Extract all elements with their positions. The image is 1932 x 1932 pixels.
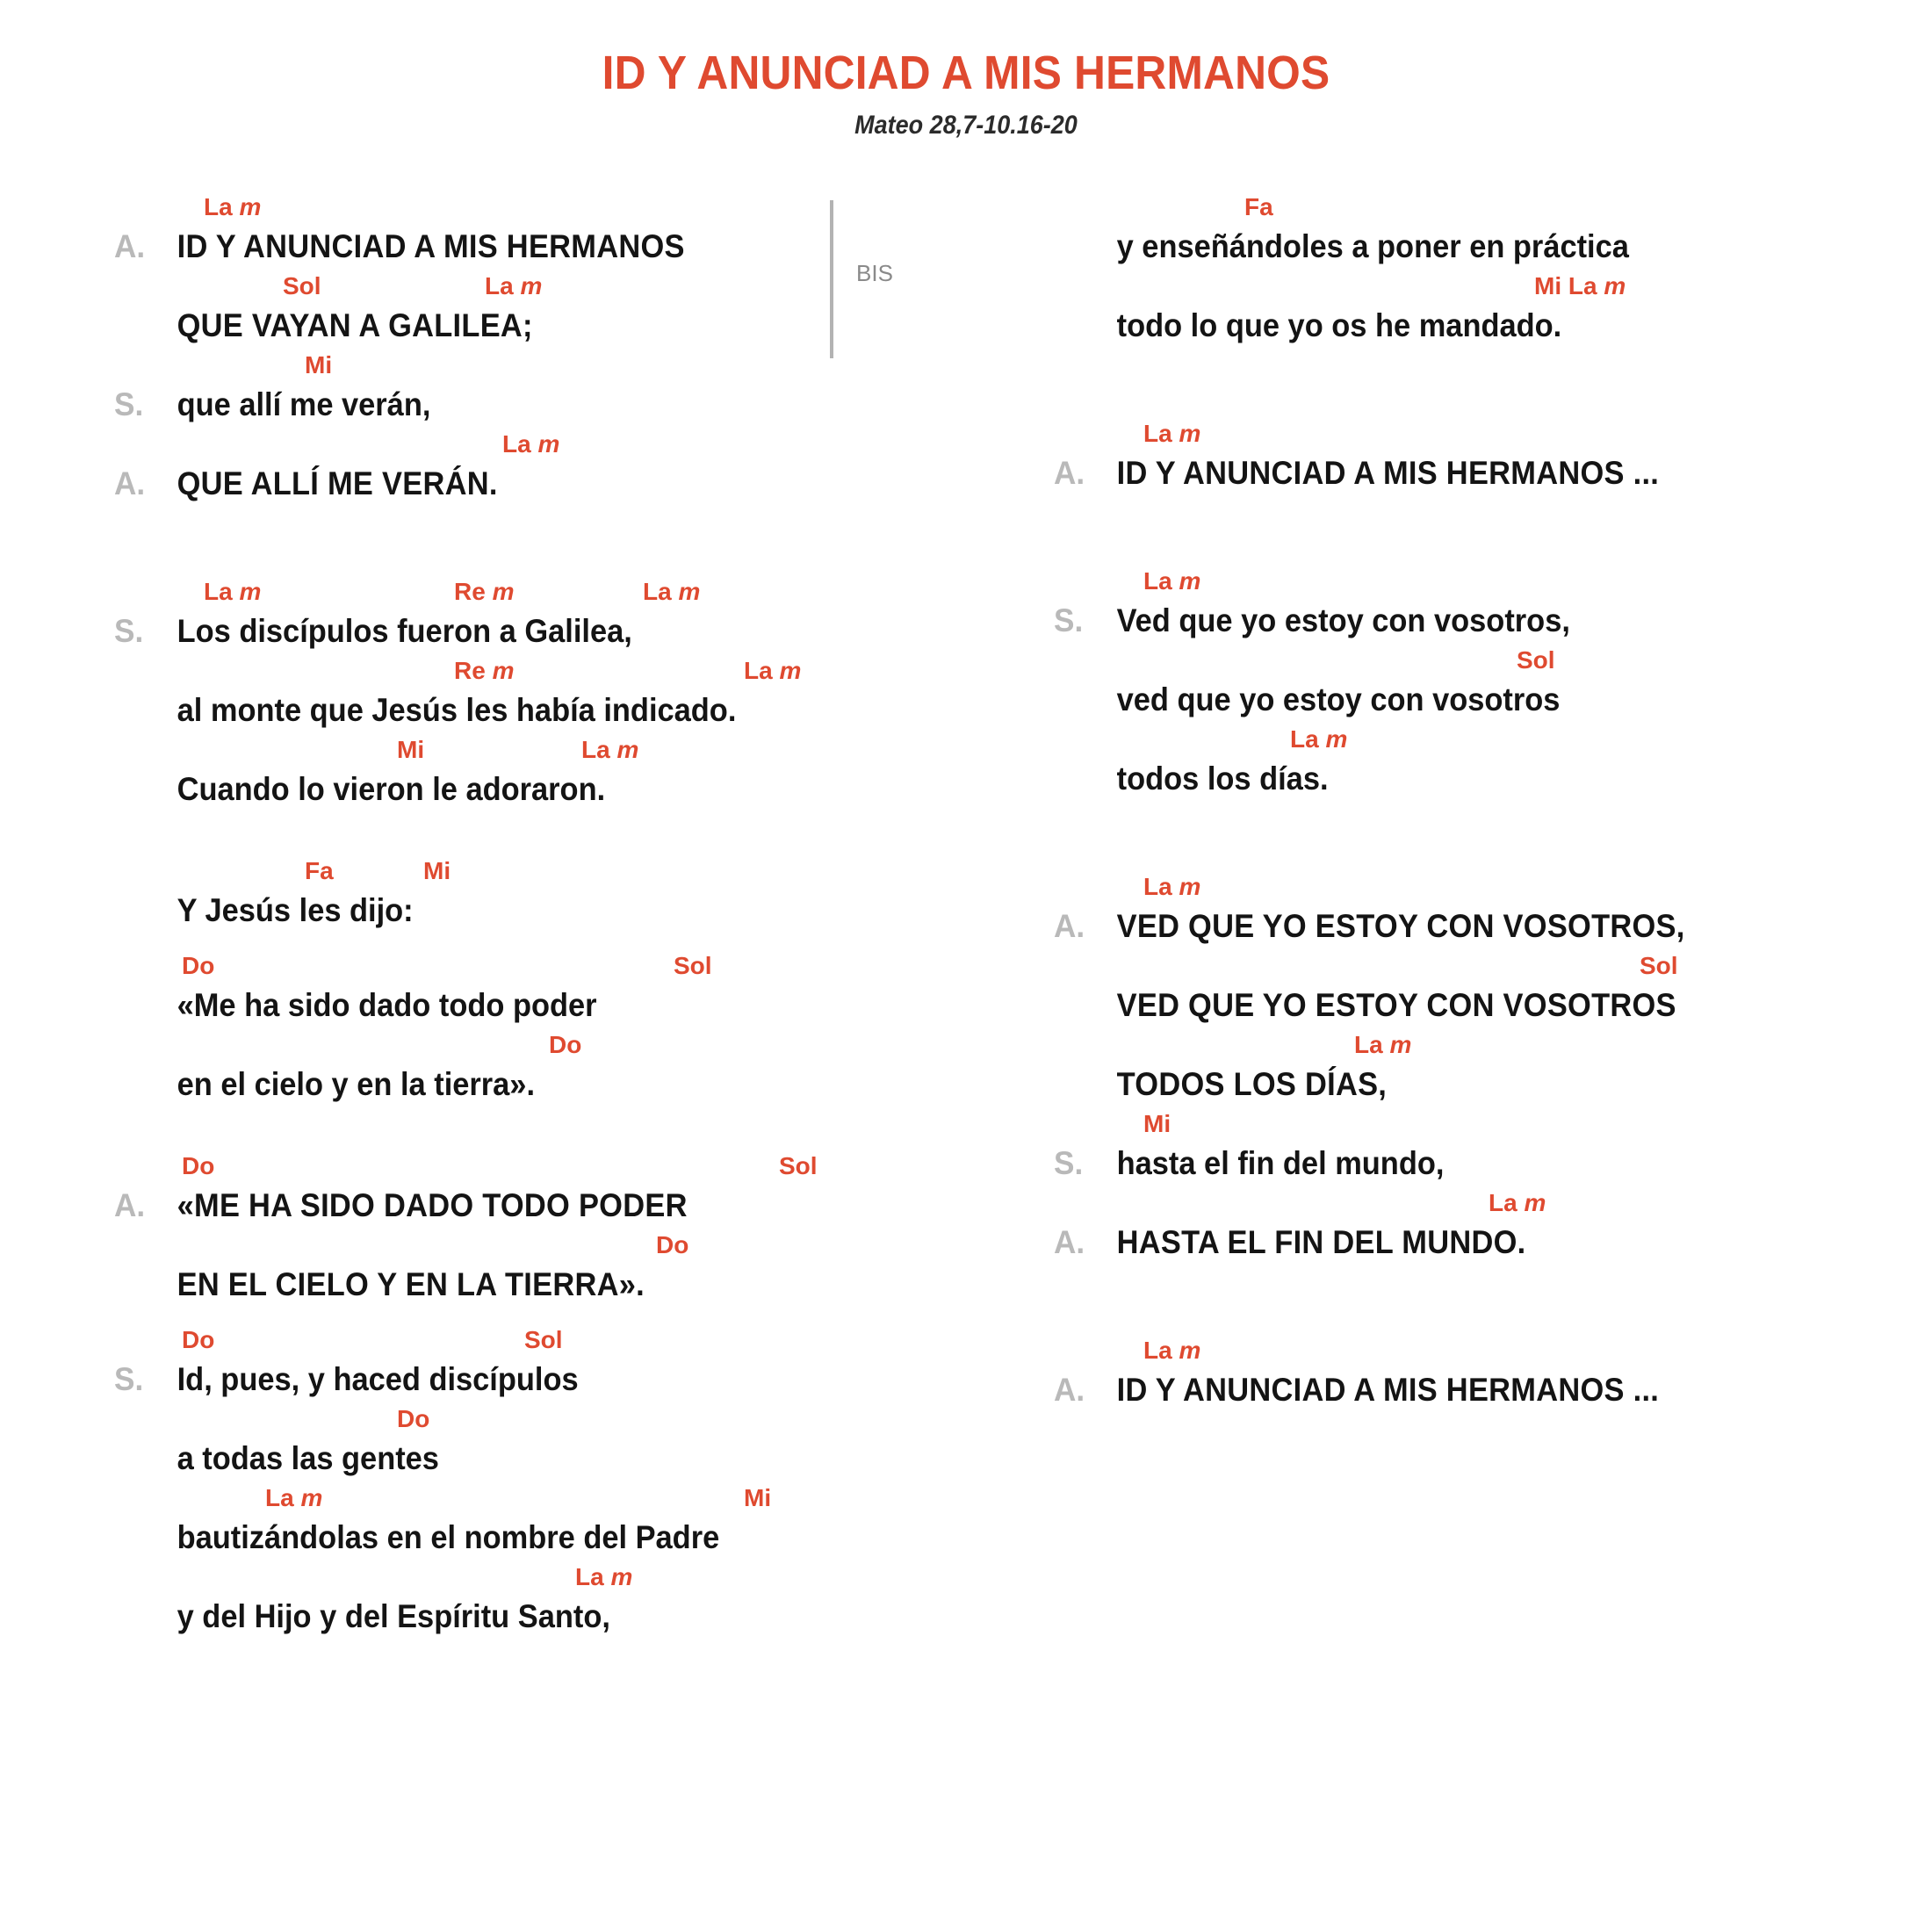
chord-label: La m xyxy=(502,429,560,458)
stanza xyxy=(114,191,1001,508)
chord-label: Mi xyxy=(397,735,425,763)
chord-label: Re m xyxy=(454,656,515,684)
lyric-text: ID Y ANUNCIAD A MIS HERMANOS ... xyxy=(1116,1371,1660,1408)
chord-row xyxy=(1121,270,1932,302)
chord-label: La m xyxy=(575,1562,633,1590)
chord-row xyxy=(182,655,1001,687)
chord-minor-suffix: m xyxy=(603,1562,633,1590)
chord-row xyxy=(182,270,1001,302)
lyric-text: ID Y ANUNCIAD A MIS HERMANOS ... xyxy=(1116,454,1660,491)
assembly-marker: A. xyxy=(1054,454,1085,491)
lyric-text-row xyxy=(114,887,939,934)
soloist-marker: S. xyxy=(1054,602,1084,638)
chord-label: Sol xyxy=(524,1325,563,1353)
lyric-text: EN EL CIELO Y EN LA TIERRA». xyxy=(177,1265,645,1302)
stanza-gap xyxy=(114,1308,1001,1324)
lyric-text-row xyxy=(114,608,939,655)
lyric-text: ved que yo estoy con vosotros xyxy=(1116,681,1561,717)
chord-minor-suffix: m xyxy=(232,192,262,220)
lyric-text: «Me ha sido dado todo poder xyxy=(177,986,597,1023)
chord-row xyxy=(182,1561,1001,1593)
stanza xyxy=(1054,566,1932,803)
lyric-line xyxy=(1054,982,1932,1029)
lyric-line xyxy=(1054,676,1932,724)
chord-minor-suffix: m xyxy=(671,577,701,605)
lyric-text: ID Y ANUNCIAD A MIS HERMANOS xyxy=(177,227,685,264)
chord-label: Mi xyxy=(423,856,451,884)
chord-minor-suffix: m xyxy=(1171,419,1201,447)
lyric-text-row xyxy=(114,1182,939,1229)
stanza xyxy=(114,950,1001,1108)
chord-minor-suffix: m xyxy=(485,656,515,684)
lyric-text-row xyxy=(1054,302,1871,350)
lyric-text-row xyxy=(114,223,939,270)
chord-label: Sol xyxy=(1640,951,1678,979)
lyric-line xyxy=(114,381,1001,429)
lyric-line xyxy=(1054,597,1932,645)
stanza-gap xyxy=(114,1108,1001,1150)
chord-row xyxy=(1121,1187,1932,1219)
chord-label: Mi La m xyxy=(1534,271,1626,299)
chord-label: La m xyxy=(1354,1030,1412,1058)
assembly-marker: A. xyxy=(114,465,146,501)
chord-label: La m xyxy=(581,735,639,763)
lyric-line xyxy=(1054,450,1932,497)
stanza xyxy=(1054,418,1932,497)
lyric-text: hasta el fin del mundo, xyxy=(1116,1144,1445,1181)
stanza xyxy=(1054,871,1932,1266)
chord-label: Do xyxy=(182,1325,215,1353)
chord-row xyxy=(182,734,1001,766)
stanza xyxy=(114,576,1001,813)
lyric-text: Y Jesús les dijo: xyxy=(177,891,414,928)
lyric-text: Ved que yo estoy con vosotros, xyxy=(1116,602,1570,638)
lyric-line xyxy=(114,1261,1001,1308)
stanza-gap xyxy=(1054,350,1932,418)
chord-row xyxy=(182,1029,1001,1061)
lyric-text-row xyxy=(114,381,939,429)
chord-minor-suffix: m xyxy=(1597,271,1626,299)
chord-row xyxy=(1121,645,1932,676)
lyric-text-row xyxy=(1054,903,1871,950)
chord-minor-suffix: m xyxy=(232,577,262,605)
chord-label: La m xyxy=(1143,1336,1201,1364)
chord-label: La m xyxy=(643,577,701,605)
lyric-line xyxy=(114,1182,1001,1229)
chord-row xyxy=(1121,724,1932,755)
bis-label: BIS xyxy=(856,259,893,286)
chord-minor-suffix: m xyxy=(1171,872,1201,900)
soloist-marker: S. xyxy=(114,386,144,422)
chord-minor-suffix: m xyxy=(609,735,639,763)
lyric-line xyxy=(114,608,1001,655)
stanza xyxy=(1054,1335,1932,1414)
chord-row xyxy=(182,1150,1001,1182)
chord-label: La m xyxy=(1143,566,1201,595)
right-column xyxy=(1001,191,1932,1414)
lyric-text-row xyxy=(114,1061,939,1108)
chord-row xyxy=(1121,871,1932,903)
chord-minor-suffix: m xyxy=(1382,1030,1412,1058)
chord-label: Do xyxy=(182,1151,215,1179)
lyric-text: Id, pues, y haced discípulos xyxy=(177,1360,579,1397)
lyric-line xyxy=(1054,1219,1932,1266)
chord-minor-suffix: m xyxy=(530,429,560,458)
lyric-text-row xyxy=(114,687,939,734)
lyric-text: QUE ALLÍ ME VERÁN. xyxy=(177,465,498,501)
stanza-gap xyxy=(114,934,1001,950)
lyric-text: Los discípulos fueron a Galilea, xyxy=(177,612,632,649)
chord-label: La m xyxy=(1290,724,1348,753)
chord-row xyxy=(182,191,1001,223)
lyric-text-row xyxy=(1054,1219,1871,1266)
lyric-line xyxy=(1054,903,1932,950)
lyric-line xyxy=(114,1356,1001,1403)
assembly-marker: A. xyxy=(114,227,146,264)
chord-label: Mi xyxy=(744,1483,772,1511)
lyric-text-row xyxy=(1054,982,1871,1029)
soloist-marker: S. xyxy=(114,1360,144,1397)
lyric-text: a todas las gentes xyxy=(177,1439,439,1476)
lyric-line xyxy=(114,223,1001,270)
chord-label: La m xyxy=(204,192,262,220)
assembly-marker: A. xyxy=(114,1186,146,1223)
chord-label: Fa xyxy=(1244,192,1273,220)
stanza-gap xyxy=(1054,1266,1932,1335)
lyric-line xyxy=(114,887,1001,934)
chord-label: Mi xyxy=(305,350,333,378)
lyric-line xyxy=(114,1061,1001,1108)
chord-row xyxy=(1121,1335,1932,1366)
lyric-text-row xyxy=(114,1356,939,1403)
lyric-line xyxy=(114,982,1001,1029)
lyric-text-row xyxy=(114,982,939,1029)
lyric-line xyxy=(1054,1140,1932,1187)
chord-minor-suffix: m xyxy=(1318,724,1348,753)
lyric-line xyxy=(114,460,1001,508)
chord-label: Sol xyxy=(779,1151,818,1179)
chord-row xyxy=(182,429,1001,460)
chord-row xyxy=(182,855,1001,887)
soloist-marker: S. xyxy=(114,612,144,649)
stanza-gap xyxy=(1054,803,1932,871)
lyric-text: bautizándolas en el nombre del Padre xyxy=(177,1518,720,1555)
chord-minor-suffix: m xyxy=(485,577,515,605)
lyric-text-row xyxy=(1054,223,1871,270)
lyric-text-row xyxy=(1054,1061,1871,1108)
lyric-text-row xyxy=(114,460,939,508)
chord-row xyxy=(182,350,1001,381)
chord-label: Do xyxy=(656,1230,689,1258)
lyric-text-row xyxy=(114,302,939,350)
stanza-gap xyxy=(114,508,1001,576)
chord-row xyxy=(1121,418,1932,450)
lyric-text: al monte que Jesús les había indicado. xyxy=(177,691,737,728)
chord-row xyxy=(182,950,1001,982)
lyric-line xyxy=(1054,302,1932,350)
lyric-line xyxy=(114,302,1001,350)
stanza xyxy=(114,855,1001,934)
lyric-text: «ME HA SIDO DADO TODO PODER xyxy=(177,1186,688,1223)
lyric-line xyxy=(114,687,1001,734)
chord-minor-suffix: m xyxy=(1171,566,1201,595)
chord-label: La m xyxy=(485,271,543,299)
lyric-line xyxy=(1054,1061,1932,1108)
lyric-text: VED QUE YO ESTOY CON VOSOTROS, xyxy=(1116,907,1685,944)
lyric-text: HASTA EL FIN DEL MUNDO. xyxy=(1116,1223,1526,1260)
chord-row xyxy=(182,1403,1001,1435)
lyric-text-row xyxy=(1054,676,1871,724)
chord-row xyxy=(182,576,1001,608)
lyrics-columns xyxy=(0,191,1932,1640)
lyric-text-row xyxy=(114,1593,939,1640)
page-title: ID Y ANUNCIAD A MIS HERMANOS xyxy=(602,47,1330,99)
chord-label: Re m xyxy=(454,577,515,605)
chord-row xyxy=(182,1229,1001,1261)
lyric-text-row xyxy=(114,1435,939,1482)
chord-row xyxy=(182,1482,1001,1514)
lyric-line xyxy=(114,1593,1001,1640)
chord-label: La m xyxy=(1143,419,1201,447)
chord-label: Sol xyxy=(1517,645,1555,674)
chord-row xyxy=(1121,1108,1932,1140)
chord-label: Do xyxy=(182,951,215,979)
chord-label: Mi xyxy=(1143,1109,1171,1137)
lyric-line xyxy=(1054,223,1932,270)
soloist-marker: S. xyxy=(1054,1144,1084,1181)
chord-row xyxy=(1121,566,1932,597)
lyric-text-row xyxy=(1054,1140,1871,1187)
chord-row xyxy=(1121,191,1932,223)
scripture-reference: Mateo 28,7-10.16-20 xyxy=(854,110,1078,140)
lyric-text-row xyxy=(1054,1366,1871,1414)
stanza xyxy=(114,1324,1001,1640)
chord-row xyxy=(1121,1029,1932,1061)
lyric-text-row xyxy=(114,1261,939,1308)
chord-row xyxy=(182,1324,1001,1356)
chord-label: La m xyxy=(1489,1188,1546,1216)
chord-minor-suffix: m xyxy=(293,1483,323,1511)
left-column xyxy=(0,191,1001,1640)
lyric-text: TODOS LOS DÍAS, xyxy=(1116,1065,1388,1102)
lyric-line xyxy=(114,1435,1001,1482)
lyric-text: y enseñándoles a poner en práctica xyxy=(1116,227,1629,264)
lyric-line xyxy=(114,766,1001,813)
lyric-text: y del Hijo y del Espíritu Santo, xyxy=(177,1597,610,1634)
assembly-marker: A. xyxy=(1054,907,1085,944)
lyric-text: que allí me verán, xyxy=(177,386,431,422)
chord-label: La m xyxy=(1143,872,1201,900)
chord-label: Do xyxy=(549,1030,582,1058)
lyric-text-row xyxy=(1054,597,1871,645)
stanza xyxy=(114,1150,1001,1308)
stanza xyxy=(1054,191,1932,350)
lyric-text-row xyxy=(1054,755,1871,803)
assembly-marker: A. xyxy=(1054,1371,1085,1408)
stanza-gap xyxy=(114,813,1001,855)
chord-minor-suffix: m xyxy=(1171,1336,1201,1364)
lyric-text: VED QUE YO ESTOY CON VOSOTROS xyxy=(1116,986,1676,1023)
lyric-text: Cuando lo vieron le adoraron. xyxy=(177,770,606,807)
lyric-text-row xyxy=(1054,450,1871,497)
lyric-text: QUE VAYAN A GALILEA; xyxy=(177,306,533,343)
chord-label: Sol xyxy=(283,271,321,299)
lyric-line xyxy=(1054,755,1932,803)
lyric-text: todos los días. xyxy=(1116,760,1329,797)
lyric-text: todo lo que yo os he mandado. xyxy=(1116,306,1562,343)
lyric-line xyxy=(1054,1366,1932,1414)
stanza-gap xyxy=(1054,497,1932,566)
chord-minor-suffix: m xyxy=(1517,1188,1546,1216)
lyric-text-row xyxy=(114,1514,939,1561)
lyric-text: en el cielo y en la tierra». xyxy=(177,1065,536,1102)
chord-label: La m xyxy=(265,1483,323,1511)
assembly-marker: A. xyxy=(1054,1223,1085,1260)
chord-row xyxy=(1121,950,1932,982)
chord-label: Do xyxy=(397,1404,430,1432)
chord-label: La m xyxy=(204,577,262,605)
chord-label: Fa xyxy=(305,856,334,884)
lyric-line xyxy=(114,1514,1001,1561)
chord-minor-suffix: m xyxy=(513,271,543,299)
chord-label: La m xyxy=(744,656,802,684)
lyric-text-row xyxy=(114,766,939,813)
page-header xyxy=(0,0,1932,141)
chord-label: Sol xyxy=(674,951,712,979)
chord-minor-suffix: m xyxy=(772,656,802,684)
